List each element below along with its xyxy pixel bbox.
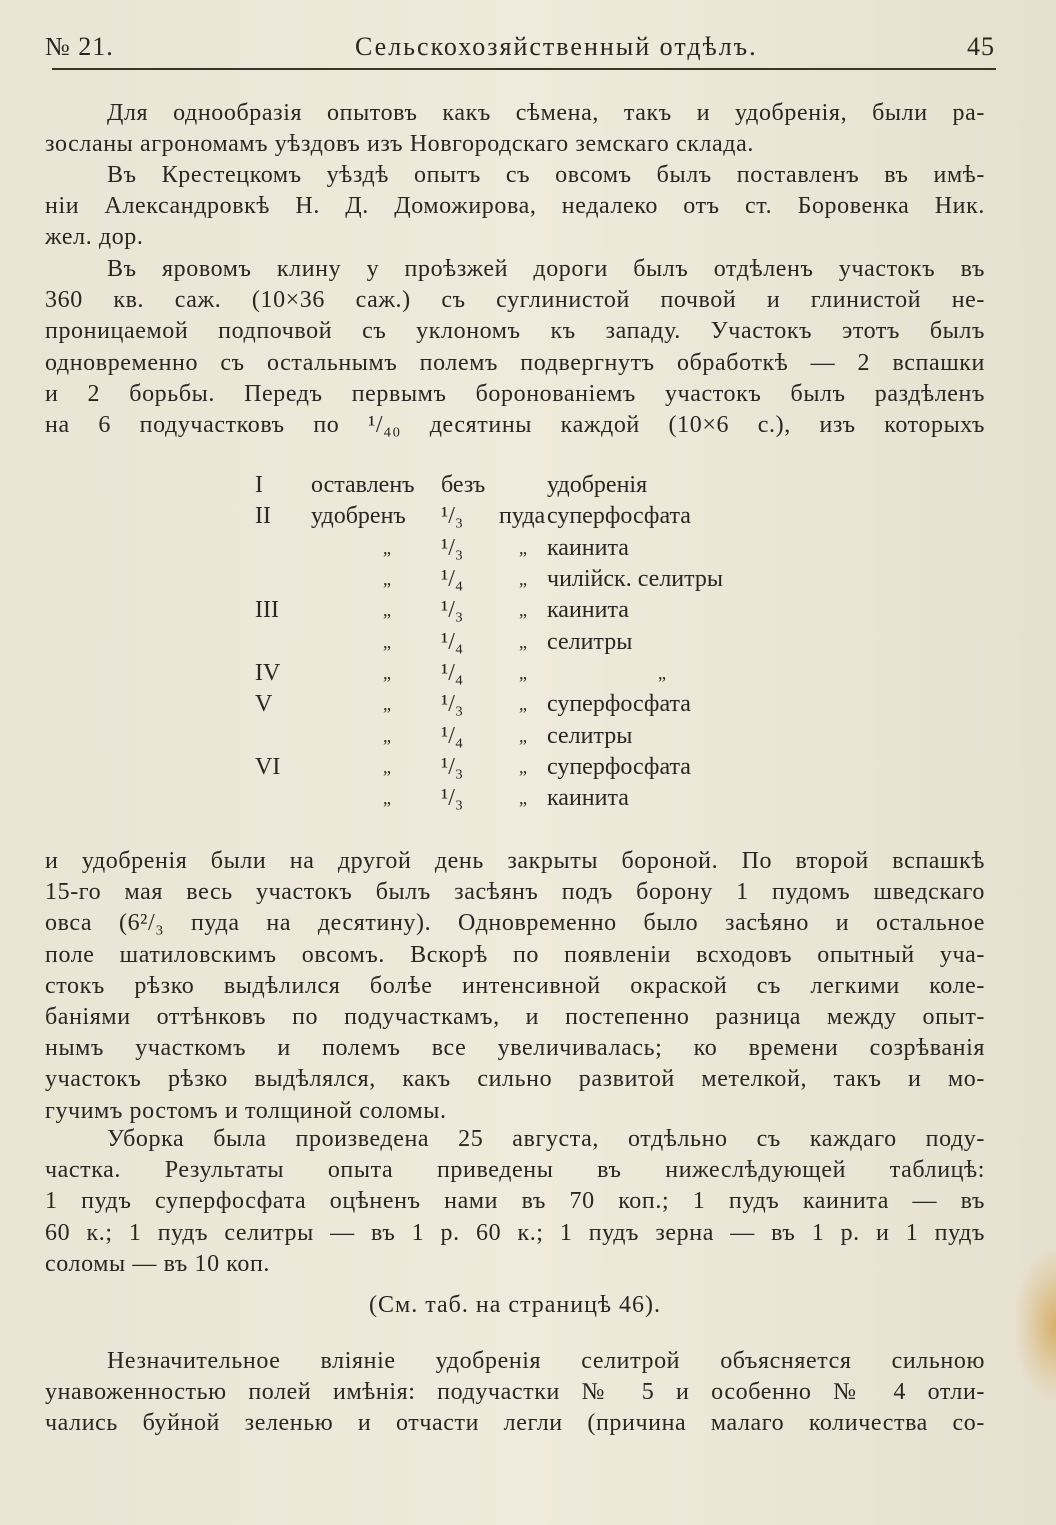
page-number: 45 <box>967 32 995 61</box>
paragraph-3 <box>45 254 985 441</box>
plot-fertilizer: каинита <box>547 597 629 624</box>
plot-treatment: „ <box>383 569 391 590</box>
text-line: стокъ рѣзко выдѣлился болѣе интенсивной окраской съ легкими коле- <box>45 972 985 999</box>
plot-number: II <box>255 503 271 530</box>
plot-number: VI <box>255 753 281 780</box>
plot-amount: ¹/₃ <box>441 534 464 561</box>
plot-treatment: „ <box>383 725 391 746</box>
text-line: зосланы агрономамъ уѣздовъ изъ Новгородскаго земскаго склада. <box>45 131 754 158</box>
plot-treatment: „ <box>383 600 391 621</box>
plot-unit: „ <box>519 694 527 715</box>
plot-row <box>255 501 777 532</box>
text-line: 1 пудъ суперфосфата оцѣненъ нами въ 70 коп.; 1 пудъ каинита — въ <box>45 1188 985 1215</box>
plot-row <box>255 689 777 720</box>
plot-unit: „ <box>519 537 527 558</box>
plot-number: III <box>255 597 279 624</box>
page-edge-stain <box>1016 1250 1056 1400</box>
text-line: на 6 подучастковъ по ¹/₄₀ десятины каждой (10×6 с.), изъ которыхъ <box>45 412 985 439</box>
plot-amount: ¹/₃ <box>441 691 464 718</box>
plot-fertilizer: „ <box>658 662 666 683</box>
text-line: соломы — въ 10 коп. <box>45 1250 270 1277</box>
text-line: Незначительное вліяніе удобренія селитрой объясняется сильною <box>107 1348 985 1374</box>
plot-fertilizer: суперфосфата <box>547 503 691 530</box>
plot-unit: „ <box>519 631 527 652</box>
plot-treatment: удобренъ <box>311 503 406 530</box>
text-line: Въ Крестецкомъ уѣздѣ опытъ съ овсомъ былъ поставленъ въ имѣ- <box>107 162 985 188</box>
running-header <box>45 32 995 66</box>
plot-number <box>255 626 311 657</box>
plot-row <box>255 595 777 626</box>
text-line: и 2 борьбы. Передъ первымъ боронованіемъ участокъ былъ раздѣленъ <box>45 380 985 407</box>
text-line: нымъ участкомъ и полемъ все увеличивалась; ко времени созрѣванія <box>45 1035 985 1062</box>
plot-unit: „ <box>519 569 527 590</box>
plot-fertilizer: суперфосфата <box>547 691 691 718</box>
plot-amount: ¹/₄ <box>441 722 464 749</box>
plot-number <box>255 783 311 814</box>
plot-number: I <box>255 472 263 499</box>
text-line: гучимъ ростомъ и толщиной соломы. <box>45 1097 447 1124</box>
plot-fertilizer: чилійск. селитры <box>547 566 724 593</box>
text-line: жел. дор. <box>45 224 144 251</box>
plot-amount: ¹/₄ <box>441 659 464 686</box>
text-line: 360 кв. саж. (10×36 саж.) съ суглинистой почвой и глинистой не- <box>45 287 985 314</box>
plot-fertilizer: селитры <box>547 628 633 655</box>
header-rule <box>52 68 996 70</box>
plot-number: V <box>255 691 273 718</box>
plot-fertilizer: удобренія <box>547 472 648 499</box>
plot-amount: ¹/₃ <box>441 753 464 780</box>
plot-number: IV <box>255 659 281 686</box>
text-line: баніями оттѣнковъ по подучасткамъ, и постепенно разница между опыт- <box>45 1004 985 1031</box>
plot-amount: ¹/₄ <box>441 628 464 655</box>
text-line: одновременно съ остальнымъ полемъ подвергнутъ обработкѣ — 2 вспашки <box>45 349 985 376</box>
text-line: 60 к.; 1 пудъ селитры — въ 1 р. 60 к.; 1 пудъ зерна — въ 1 р. и 1 пудъ <box>45 1219 985 1246</box>
plot-fertilizer: каинита <box>547 534 629 561</box>
plot-treatment: „ <box>383 631 391 652</box>
paragraph-1 <box>45 98 985 160</box>
text-line: и удобренія были на другой день закрыты бороной. По второй вспашкѣ <box>45 848 985 874</box>
plot-row <box>255 564 777 595</box>
plot-amount: безъ <box>441 472 486 499</box>
plot-row <box>255 533 777 564</box>
section-title: Сельскохозяйственный отдѣлъ. <box>355 32 758 61</box>
plot-amount: ¹/₃ <box>441 597 464 624</box>
plot-amount: ¹/₃ <box>441 785 464 812</box>
text-line: Уборка была произведена 25 августа, отдѣльно съ каждаго поду- <box>107 1126 985 1152</box>
plot-treatment: „ <box>383 662 391 683</box>
plot-fertilizer: каинита <box>547 785 629 812</box>
plot-number <box>255 720 311 751</box>
paragraph-2 <box>45 160 985 254</box>
text-line: ніи Александровкѣ Н. Д. Доможирова, недалеко отъ ст. Боровенка Ник. <box>45 193 985 220</box>
plot-treatment: „ <box>383 788 391 809</box>
paragraph-7 <box>45 1346 985 1440</box>
text-line: Для однообразія опытовъ какъ сѣмена, такъ и удобренія, были ра- <box>107 100 985 126</box>
plot-treatment: „ <box>383 694 391 715</box>
plot-number <box>255 533 311 564</box>
plot-row <box>255 470 777 501</box>
table-reference: (См. таб. на страницѣ 46). <box>369 1292 661 1318</box>
text-line: поле шатиловскимъ овсомъ. Вскорѣ по появленіи всходовъ опытный уча- <box>45 941 985 968</box>
plot-unit: „ <box>519 725 527 746</box>
text-line: участокъ рѣзко выдѣлялся, какъ сильно развитой метелкой, такъ и мо- <box>45 1066 985 1093</box>
plot-unit: „ <box>519 788 527 809</box>
plot-number <box>255 564 311 595</box>
plot-row <box>255 752 777 783</box>
paragraph-5 <box>45 1124 985 1280</box>
text-line: чались буйной зеленью и отчасти легли (причина малаго количества со- <box>45 1410 985 1437</box>
fertilizer-plan-table <box>255 470 777 814</box>
plot-treatment: оставленъ <box>311 472 415 499</box>
plot-row <box>255 626 777 657</box>
text-line: унавоженностью полей имѣнія: подучастки № 5 и особенно № 4 отли- <box>45 1379 985 1406</box>
text-line: проницаемой подпочвой съ уклономъ къ западу. Участокъ этотъ былъ <box>45 318 985 345</box>
text-line: 15-го мая весь участокъ былъ засѣянъ подъ борону 1 пудомъ шведскаго <box>45 879 985 906</box>
plot-amount: ¹/₃ <box>441 503 464 530</box>
text-line: Въ яровомъ клину у проѣзжей дороги былъ отдѣленъ участокъ въ <box>107 256 985 282</box>
plot-row <box>255 658 777 689</box>
paragraph-4 <box>45 846 985 1127</box>
plot-fertilizer: суперфосфата <box>547 753 691 780</box>
plot-row <box>255 720 777 751</box>
plot-unit: „ <box>519 662 527 683</box>
plot-row <box>255 783 777 814</box>
plot-treatment: „ <box>383 756 391 777</box>
text-line: частка. Результаты опыта приведены въ нижеслѣдующей таблицѣ: <box>45 1157 985 1184</box>
plot-treatment: „ <box>383 537 391 558</box>
text-line: овса (6²/₃ пуда на десятину). Одновременно было засѣяно и остальное <box>45 910 985 937</box>
plot-unit <box>499 470 547 501</box>
plot-unit: „ <box>519 756 527 777</box>
plot-amount: ¹/₄ <box>441 566 464 593</box>
plot-fertilizer: селитры <box>547 722 633 749</box>
plot-unit: пуда <box>499 503 546 530</box>
plot-unit: „ <box>519 600 527 621</box>
issue-number: № 21. <box>45 32 114 61</box>
